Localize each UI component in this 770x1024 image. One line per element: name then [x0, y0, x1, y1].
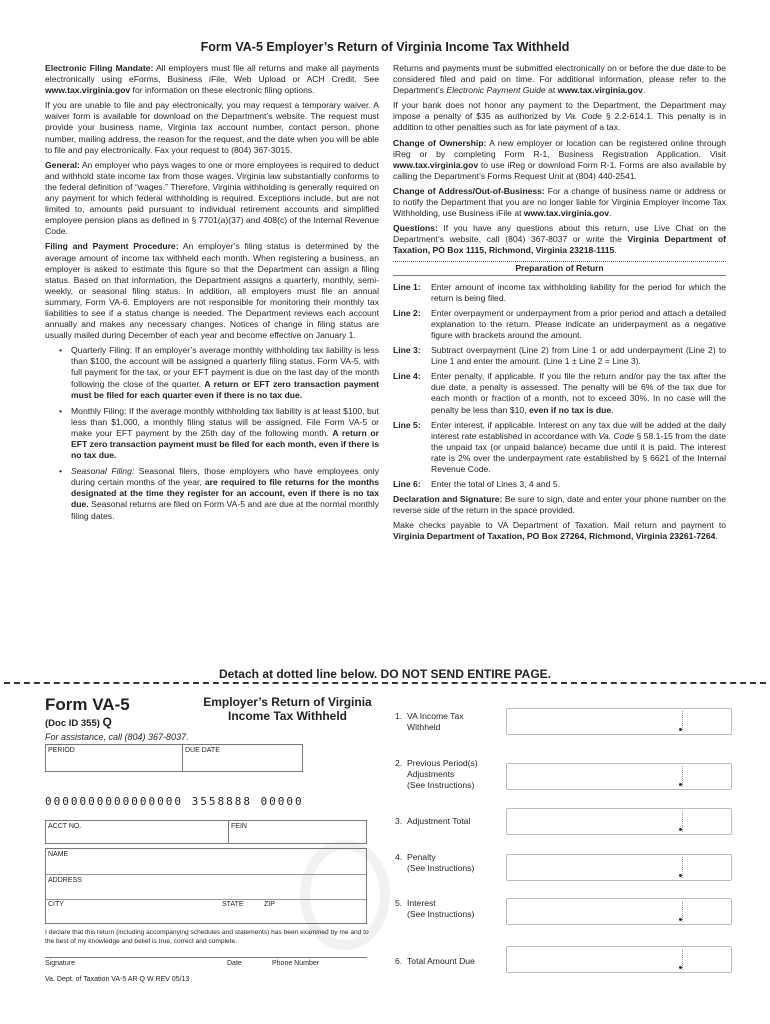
decimal-point	[679, 918, 682, 921]
returns-link[interactable]: www.tax.virginia.gov	[557, 85, 643, 96]
line5-end: § 58.1-15 from the date the unpaid tax (or unpaid balance) became due until it is paid. The interest rate is 2% over the underpayment rate established by § 6621 of the Internal Revenue Code.	[431, 430, 726, 474]
address-change-paragraph	[393, 186, 726, 219]
line-item-label2: (See Instructions)	[407, 863, 475, 873]
doc-id	[45, 715, 112, 729]
address-change-link[interactable]: www.tax.virginia.gov	[523, 208, 610, 219]
questions-address: Virginia Department of Taxation, PO Box 1115, Richmond, Virginia 23218-1115	[393, 234, 726, 256]
monthly-body: Monthly Filing: If the average monthly withholding tax liability is at least $100, but less than $1,000, a monthly filing status will be assigned. File Form VA-5 or make your EFT payment by the 25th day of the following month.	[71, 405, 379, 438]
line-number: 1.	[395, 711, 403, 721]
bank-code: Va. Code	[564, 111, 602, 122]
preparation-heading: Preparation of Return	[393, 261, 726, 276]
line-instruction	[393, 479, 726, 490]
phone-label: Phone Number	[272, 960, 320, 967]
line-item-label: Adjustment Total	[407, 816, 471, 826]
bank-text-end: § 2.2-614.1. This penalty is in addition to other penalties such as for late payment of a tax.	[393, 111, 726, 133]
line-text	[431, 371, 726, 415]
form-title-line1: Employer’s Return of Virginia	[203, 695, 372, 709]
efm-text-end: for information on these electronic filing options.	[130, 85, 315, 96]
line-label: Line 3:	[393, 345, 421, 356]
line-item-label2: (See Instructions)	[407, 909, 475, 919]
due-date-label: DUE DATE	[185, 747, 220, 754]
line-number: 3.	[395, 816, 403, 826]
line-item-label3: (See Instructions)	[407, 780, 475, 790]
line-5-amount-input[interactable]	[506, 898, 732, 925]
decimal-point	[679, 966, 682, 969]
zip-field-label[interactable]: ZIP	[264, 901, 275, 908]
form-name: Form VA-5	[45, 695, 130, 714]
line-item-label: VA Income Tax	[407, 711, 464, 721]
line-item-5	[395, 898, 474, 920]
form-footer: Va. Dept. of Taxation VA-5 AR Q W REV 05/13	[45, 976, 190, 983]
name-divider	[46, 874, 366, 875]
monthly-bullet	[59, 406, 379, 461]
line4-end: .	[611, 404, 614, 415]
waiver-paragraph: If you are unable to file and pay electronically, you may request a temporary waiver. A waiver form is available for download on the Department’s website. The request must provide your business name, Virginia tax account number, contact person, phone number, mailing address, the reason for the request, and the date when you will be able to file and pay electronically. Fax your request to (804) 367-3015.	[45, 100, 379, 155]
line-text: Enter the total of Lines 3, 4 and 5.	[431, 479, 560, 490]
seasonal-body: Seasonal filers, those employers who have employees only during certain months of the year,	[71, 466, 379, 488]
line-item-4	[395, 852, 474, 874]
efm-heading: Electronic Filing Mandate:	[45, 63, 154, 73]
line4-bold: even if no tax is due	[528, 404, 612, 415]
quarterly-body: Quarterly Filing: If an employer’s average monthly withholding tax liability is less than $100, the account will be assigned a quarterly filing status. Form VA-5, with full payment for the tax, or your EFT payment is due on the last day of the month following the close of the quarter.	[71, 345, 379, 389]
quarterly-bullet	[59, 345, 379, 400]
cents-divider	[682, 857, 683, 878]
assistance-text: For assistance, call (804) 367-8037.	[45, 732, 189, 742]
seasonal-heading: Seasonal Filing:	[71, 466, 135, 477]
line-label: Line 1:	[393, 281, 421, 292]
line-text: Enter overpayment or underpayment from a prior period and attach a detailed explanation to the return. Please indicate an underpayment as a negative figure with brackets around the amount.	[431, 307, 726, 340]
line-item-3	[395, 816, 470, 827]
monthly-bold: A return or EFT zero transaction payment must be filed for each month, even if there is no tax due.	[71, 427, 379, 461]
line-2-amount-input[interactable]	[506, 763, 732, 790]
returns-text-mid: at	[545, 85, 558, 96]
line5-body: Enter interest, if applicable. Interest on any tax due will be added at the daily interest rate established in accordance with	[431, 419, 726, 441]
line-instruction	[393, 308, 726, 341]
line-number: 4.	[395, 852, 403, 862]
checks-text: Make checks payable to VA Department of Taxation. Mail return and payment to	[393, 520, 726, 531]
line-3-amount-input[interactable]	[506, 808, 732, 835]
seasonal-body-end: Seasonal returns are filed on Form VA-5 and are due at the normal monthly filing dates.	[71, 499, 379, 521]
address-change-heading: Change of Address/Out-of-Business:	[393, 185, 545, 196]
line-instruction	[393, 345, 726, 367]
cents-divider	[682, 949, 683, 970]
line-item-label: Previous Period(s)	[407, 758, 478, 768]
line-instruction	[393, 420, 726, 475]
questions-paragraph	[393, 223, 726, 256]
decimal-point	[679, 874, 682, 877]
questions-text: If you have any questions about this return, use Live Chat on the Department’s website, call (804) 367-8037 or write the	[393, 223, 726, 245]
line4-body: Enter penalty, if applicable. If you file the return and/or pay the tax after the due date, a penalty is assessed. The penalty will be 6% of the tax due for each month or fraction of a month, not to exceed 30%. In no case will the penalty be less than $10,	[431, 371, 726, 415]
signature-label: Signature	[45, 960, 75, 967]
instructions-left-column	[45, 63, 379, 527]
name-field-label[interactable]: NAME	[48, 851, 69, 858]
line-instruction	[393, 371, 726, 415]
declaration-paragraph	[393, 494, 726, 516]
line-text: Subtract overpayment (Line 2) from Line 1 or add underpayment (Line 2) to Line 1 and enter the amount. (Line 1 ± Line 2 = Line 3).	[431, 345, 726, 367]
line-instruction	[393, 282, 726, 304]
doc-id-q: Q	[102, 715, 112, 729]
monthly-text	[71, 406, 379, 461]
declaration-heading: Declaration and Signature:	[393, 494, 503, 505]
returns-text-end: .	[642, 85, 646, 96]
ownership-text-end: to use iReg or download Form R-1. Forms are also available by calling the Department’s Forms Request Unit at (804) 440-2541.	[393, 159, 726, 181]
acct-fein-box	[45, 820, 367, 844]
detach-text: Detach at dotted line below. DO NOT SEND ENTIRE PAGE.	[215, 667, 555, 681]
declaration-text: Be sure to sign, date and enter your phone number on the reverse side of the return in the space provided.	[393, 494, 726, 516]
bank-text: If your bank does not honor any payment to the Department, the Department may impose a penalty of $35 as authorized by	[393, 100, 726, 122]
bank-paragraph	[393, 100, 726, 133]
filing-text: An employer’s filing status is determined by the average amount of income tax withheld each month. When registering a business, an employer is asked to estimate this figure so that the Department can assign a filing status. Based on that information, the Department assigns a quarterly, monthly, semi-weekly, or seasonal filing status. In addition, all employers must file an annual summary, Form VA-6. Employers are not responsible for monitoring their monthly tax liabilities to see if a status change is needed. The Department reviews each account annually and makes any necessary changes. Notices of change in filing status are usually mailed during December of each year and become effective on January 1.	[45, 241, 379, 341]
declaration-statement: I declare that this return (including accompanying schedules and statements) has been examined by me and to the best of my knowledge and belief is true, correct and complete.	[45, 929, 369, 945]
city-field-label[interactable]: CITY	[48, 901, 64, 908]
line-number: 2.	[395, 758, 403, 768]
decimal-point	[679, 783, 682, 786]
decimal-point	[679, 828, 682, 831]
line-label: Line 4:	[393, 371, 421, 382]
period-due-box	[45, 744, 303, 772]
ownership-text: A new employer or location can be registered online through iReg or by completing Form R-1, Business Registration Application. Visit	[393, 137, 726, 159]
period-divider	[182, 745, 183, 771]
name-address-box	[45, 848, 367, 924]
questions-text-end: .	[614, 245, 617, 256]
filing-heading: Filing and Payment Procedure:	[45, 241, 179, 252]
line-item-label2: Adjustments	[407, 769, 455, 779]
line-number: 6.	[395, 956, 403, 966]
form-title	[195, 695, 380, 723]
line-item-label2: Withheld	[407, 722, 441, 732]
line-label: Line 5:	[393, 419, 421, 430]
returns-text: Returns and payments must be submitted electronically on or before the due date to be considered filed and paid on time. For additional information, please refer to the Department’s	[393, 63, 726, 96]
signature-line[interactable]	[45, 957, 367, 958]
efm-paragraph	[45, 63, 379, 96]
checks-address: Virginia Department of Taxation, PO Box 27264, Richmond, Virginia 23261-7264	[393, 531, 716, 542]
acct-label[interactable]: ACCT NO.	[48, 823, 82, 830]
acct-divider	[228, 821, 229, 843]
ownership-paragraph	[393, 138, 726, 182]
seasonal-text	[71, 466, 379, 521]
bullet-icon: •	[59, 466, 63, 477]
line-item-label: Interest	[407, 898, 436, 908]
bullet-icon: •	[59, 405, 63, 416]
instructions-right-column	[393, 63, 726, 547]
cents-divider	[682, 811, 683, 832]
line-item-1	[395, 711, 464, 733]
quarterly-bold: A return or EFT zero transaction payment must be filed for each quarter even if there is no tax due.	[71, 378, 380, 400]
form-title-line2: Income Tax Withheld	[227, 709, 347, 723]
efm-text: All employers must file all returns and make all payments electronically using eForms, Business iFile, Web Upload or ACH Credit. See	[45, 63, 379, 85]
seasonal-bullet	[59, 466, 379, 521]
bullet-icon: •	[59, 345, 63, 356]
line-item-6	[395, 956, 475, 967]
cents-divider	[682, 766, 683, 787]
ownership-link[interactable]: www.tax.virginia.gov	[393, 159, 479, 170]
cents-divider	[682, 711, 683, 732]
line-item-label: Total Amount Due	[407, 956, 475, 966]
line-label: Line 6:	[393, 479, 421, 490]
line-label: Line 2:	[393, 307, 421, 318]
questions-heading: Questions:	[393, 223, 438, 234]
page-title: Form VA-5 Employer’s Return of Virginia Income Tax Withheld	[200, 40, 570, 54]
returns-guide: Electronic Payment Guide	[446, 85, 546, 96]
period-label: PERIOD	[48, 747, 75, 754]
general-text: An employer who pays wages to one or more employees is required to deduct and withhold state income tax from those wages. Virginia law substantially conforms to the federal definition of “wages.” Therefore, Virginia withholding is generally required on any payment for which federal withholding is required. Exceptions include, but are not limited to, amounts paid pursuant to individual retirement accounts and simplified employee pension plans as defined in § 7701(a)(37) and 408(c) of the Internal Revenue Code.	[45, 159, 379, 237]
line-4-amount-input[interactable]	[506, 854, 732, 881]
returns-paragraph	[393, 63, 726, 96]
state-field-label[interactable]: STATE	[222, 901, 244, 908]
address-change-text-end: .	[609, 208, 612, 219]
doc-id-text: (Doc ID 355)	[45, 718, 100, 729]
line-item-label: Penalty	[407, 852, 436, 862]
date-label: Date	[227, 960, 242, 967]
line5-code: Va. Code	[598, 430, 635, 441]
line-text	[431, 420, 726, 475]
detach-notice	[0, 667, 770, 681]
line-text: Enter amount of income tax withholding liability for the period for which the return is being filed.	[431, 281, 726, 303]
filing-paragraph	[45, 241, 379, 341]
line-number: 5.	[395, 898, 403, 908]
efm-link[interactable]: www.tax.virginia.gov	[45, 85, 131, 96]
general-paragraph	[45, 160, 379, 238]
ownership-heading: Change of Ownership:	[393, 137, 487, 148]
seasonal-bold: are required to file returns for the months designated at the time they register for an account, even if there is no tax due.	[71, 477, 380, 510]
cents-divider	[682, 901, 683, 922]
line-6-amount-input[interactable]	[506, 946, 732, 973]
line-1-amount-input[interactable]	[506, 708, 732, 735]
address-field-label[interactable]: ADDRESS	[48, 877, 82, 884]
checks-text-end: .	[715, 531, 718, 542]
address-divider	[46, 899, 366, 900]
quarterly-text	[71, 345, 379, 400]
address-change-text: For a change of business name or address or to notify the Department that you are no longer liable for Virginia Employer Income Tax Withholding, use Business iFile at	[393, 185, 726, 219]
general-heading: General:	[45, 159, 80, 170]
fein-label[interactable]: FEIN	[231, 823, 247, 830]
checks-paragraph	[393, 520, 726, 542]
scan-code-line: 0000000000000000 3558888 00000	[45, 795, 304, 808]
decimal-point	[679, 728, 682, 731]
line-item-2	[395, 758, 478, 791]
